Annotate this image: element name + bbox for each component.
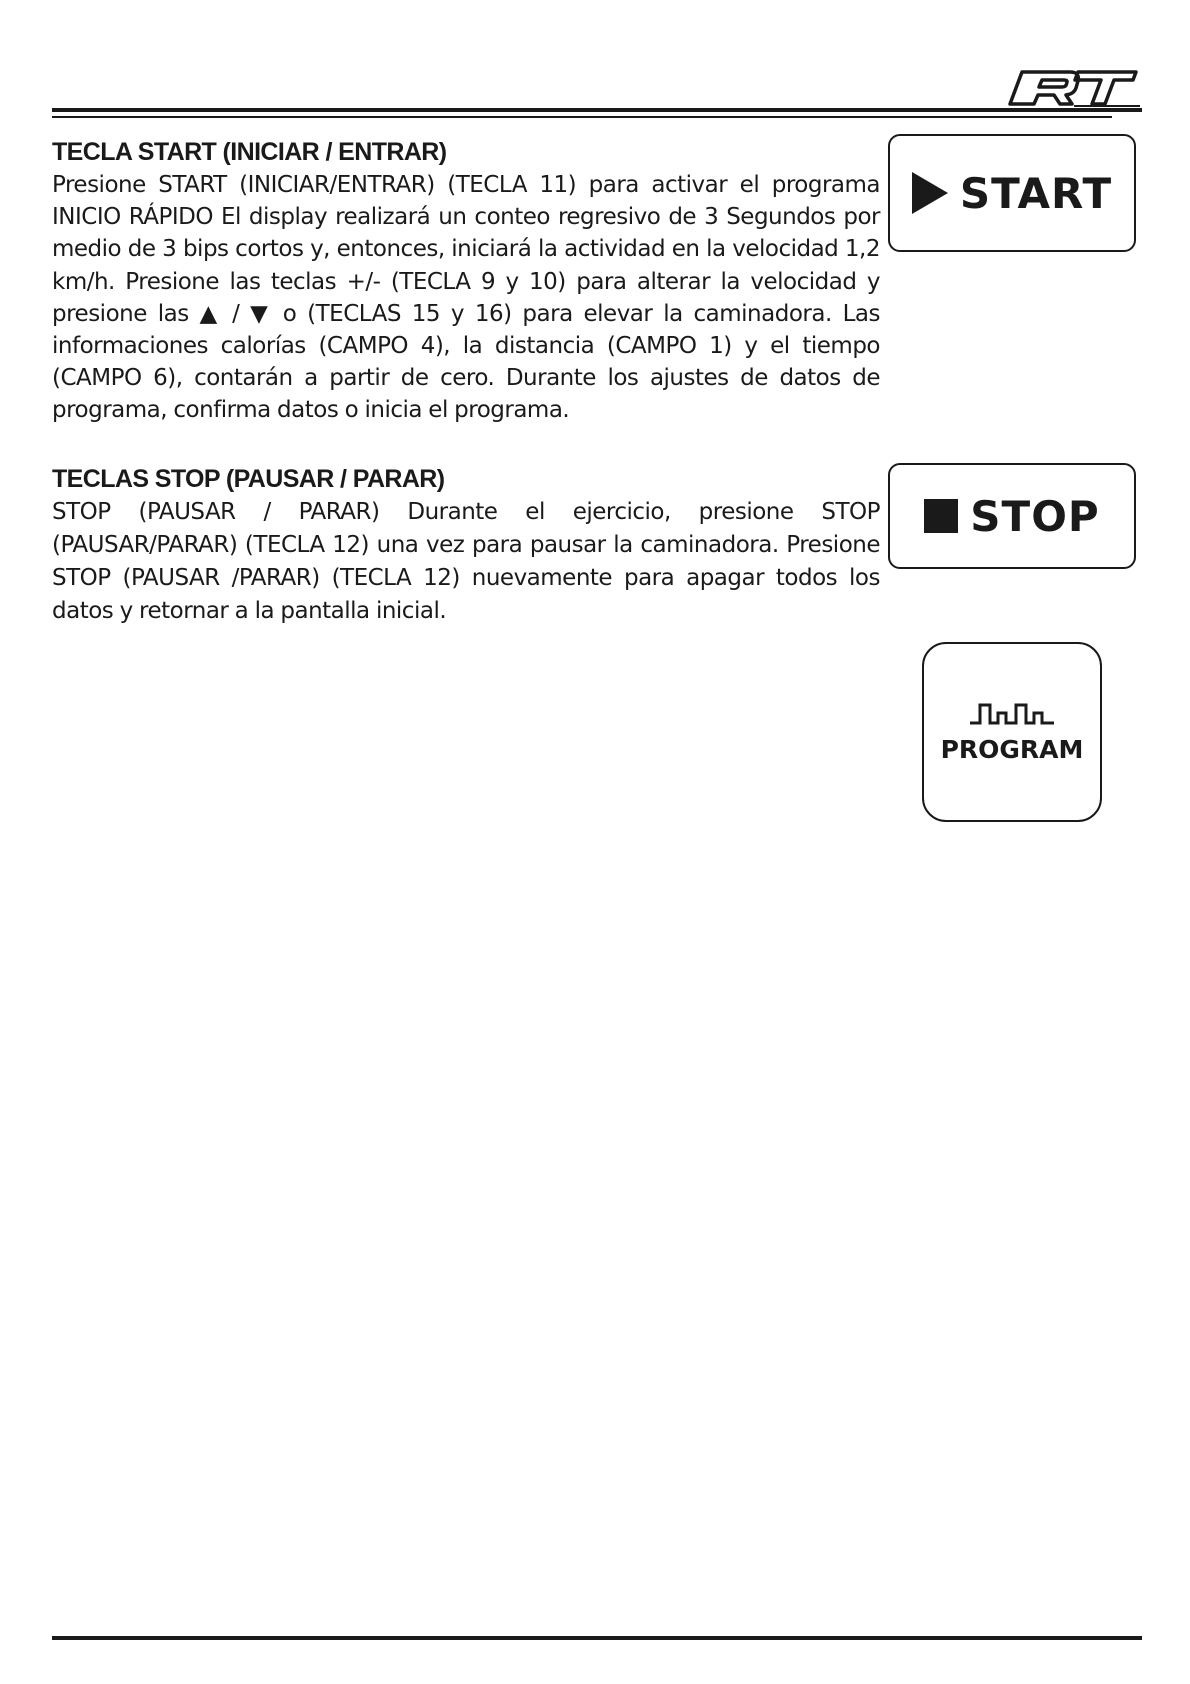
stop-button-label: STOP <box>970 491 1100 541</box>
stop-square-icon <box>924 499 958 533</box>
rt-logo <box>1008 66 1140 110</box>
program-wave-icon <box>968 701 1056 727</box>
stop-section <box>52 463 880 628</box>
header-rule-thin <box>52 116 1112 118</box>
start-button-label: START <box>959 168 1113 218</box>
header-rule <box>52 108 1142 112</box>
stop-button[interactable] <box>888 463 1136 569</box>
start-button[interactable] <box>888 134 1136 252</box>
play-icon <box>912 172 948 214</box>
program-button[interactable] <box>922 642 1102 822</box>
start-heading: TECLA START (INICIAR / ENTRAR) <box>52 138 447 166</box>
stop-body: STOP (PAUSAR / PARAR) Durante el ejercicio, presione STOP (PAUSAR/PARAR) (TECLA 12) una vez para pausar la caminadora. Presione STOP (PAUSAR /PARAR) (TECLA 12) nuevamente para apagar todos los datos y retornar a la pantalla inicial. <box>52 499 880 624</box>
start-body: Presione START (INICIAR/ENTRAR) (TECLA 11) para activar el programa INICIO RÁPIDO El display realizará un conteo regresivo de 3 Segundos por medio de 3 bips cortos y, entonces, iniciará la actividad en la velocidad 1,2 km/h. Presione las teclas +/- (TECLA 9 y 10) para alterar la velocidad y presione las ▲ / ▼ o (TECLAS 15 y 16) para elevar la caminadora. Las informaciones calorías (CAMPO 4), la distancia (CAMPO 1) y el tiempo (CAMPO 6), contarán a partir de cero. Durante los ajustes de datos de programa, confirma datos o inicia el programa. <box>52 172 880 424</box>
start-section <box>52 136 880 427</box>
program-button-label: PROGRAM <box>940 734 1084 764</box>
footer-rule <box>52 1636 1142 1640</box>
stop-heading: TECLAS STOP (PAUSAR / PARAR) <box>52 465 445 493</box>
